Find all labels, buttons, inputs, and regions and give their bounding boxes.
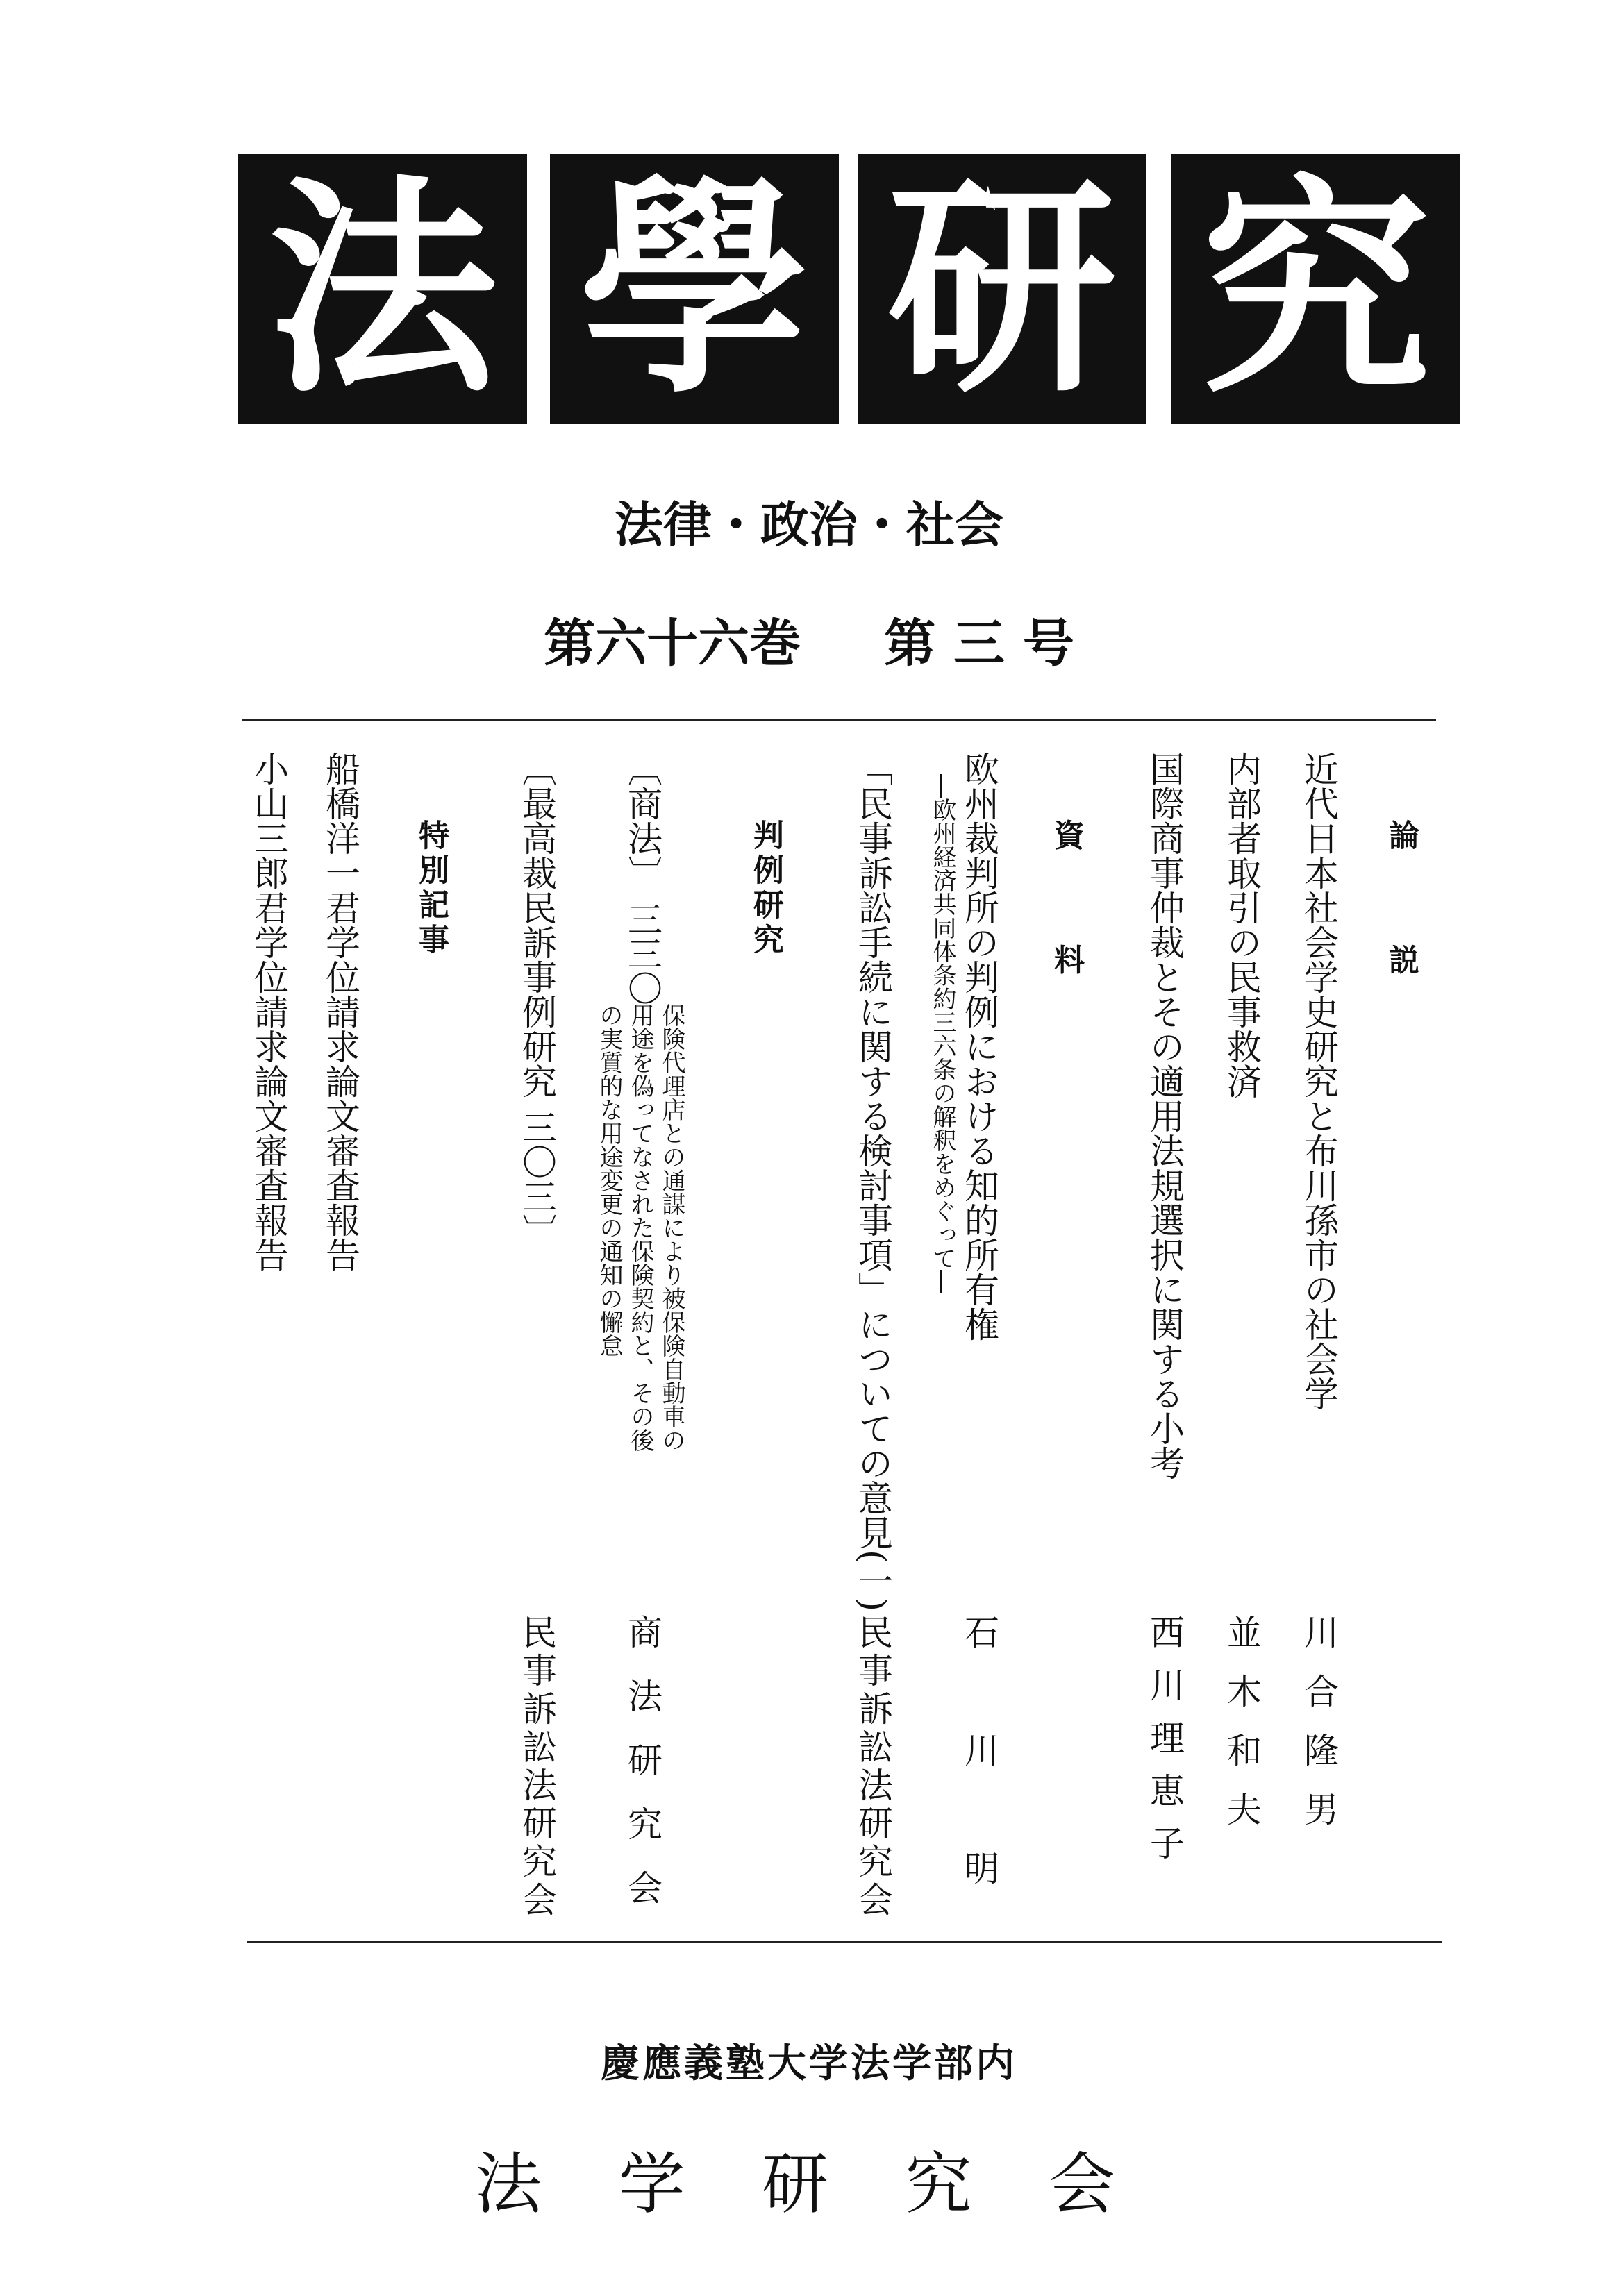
- volume-label: 第六十六巻: [544, 614, 801, 673]
- journal-subtitle: 法律・政治・社会: [615, 496, 1003, 553]
- article-subtitle: ―欧州経済共同体条約三六条の解釈をめぐって―: [928, 774, 956, 1293]
- article-title: 船橋洋一君学位請求論文審査報告: [320, 751, 360, 1272]
- article-title: 小山三郎君学位請求論文審査報告: [249, 751, 289, 1272]
- masthead-char-1: 法: [238, 154, 527, 424]
- article-title: 近代日本社会学史研究と布川孫市の社会学: [1299, 751, 1339, 1411]
- article-title: 欧州裁判所の判例における知的所有権: [959, 751, 999, 1341]
- section-heading-hanrei: 判例研究: [748, 819, 783, 958]
- article-title: 内部者取引の民事救済: [1221, 751, 1262, 1098]
- section-heading-shiryo: 資 料: [1049, 819, 1084, 1016]
- article-title: 「民事訴訟手続に関する検討事項」についての意見(一): [853, 751, 893, 1612]
- article-title: 国際商事仲裁とその適用法規選択に関する小考: [1144, 751, 1185, 1480]
- case-note-line-3: の実質的な用途変更の通知の懈怠: [595, 1003, 623, 1357]
- masthead-char-2: 學: [550, 154, 839, 424]
- article-title: 〔商法〕 三三〇: [622, 751, 662, 1005]
- masthead-char-3: 研: [858, 154, 1146, 424]
- publisher-affiliation: 慶應義塾大学法学部内: [601, 2041, 1017, 2086]
- top-rule: [242, 719, 1436, 721]
- section-heading-ronsetsu: 論 説: [1383, 819, 1419, 1016]
- issue-label: 第 三 号: [884, 614, 1074, 673]
- article-author: 川合隆男: [1299, 1614, 1339, 1850]
- masthead-char-4: 究: [1171, 154, 1460, 424]
- article-author: 石川明: [959, 1614, 999, 1968]
- article-author: 西川理恵子: [1144, 1614, 1185, 1878]
- publisher-name: 法 学 研 究 会: [474, 2145, 1144, 2223]
- bottom-rule: [247, 1941, 1442, 1943]
- article-author: 民事訴訟法研究会: [517, 1614, 557, 1920]
- article-author: 商法研究会: [622, 1614, 662, 1934]
- article-author: 並木和夫: [1221, 1614, 1262, 1850]
- case-note-line-1: 保険代理店との通謀により被保険自動車の: [658, 1003, 685, 1452]
- volume-issue: [0, 603, 1618, 676]
- section-heading-tokubetsu: 特別記事: [413, 819, 449, 958]
- article-author: 民事訴訟法研究会: [853, 1614, 893, 1920]
- article-title: 〔最高裁民訴事例研究 三〇三〕: [517, 751, 557, 1248]
- case-note-line-2: 用途を偽ってなされた保険契約と、その後: [626, 1003, 654, 1452]
